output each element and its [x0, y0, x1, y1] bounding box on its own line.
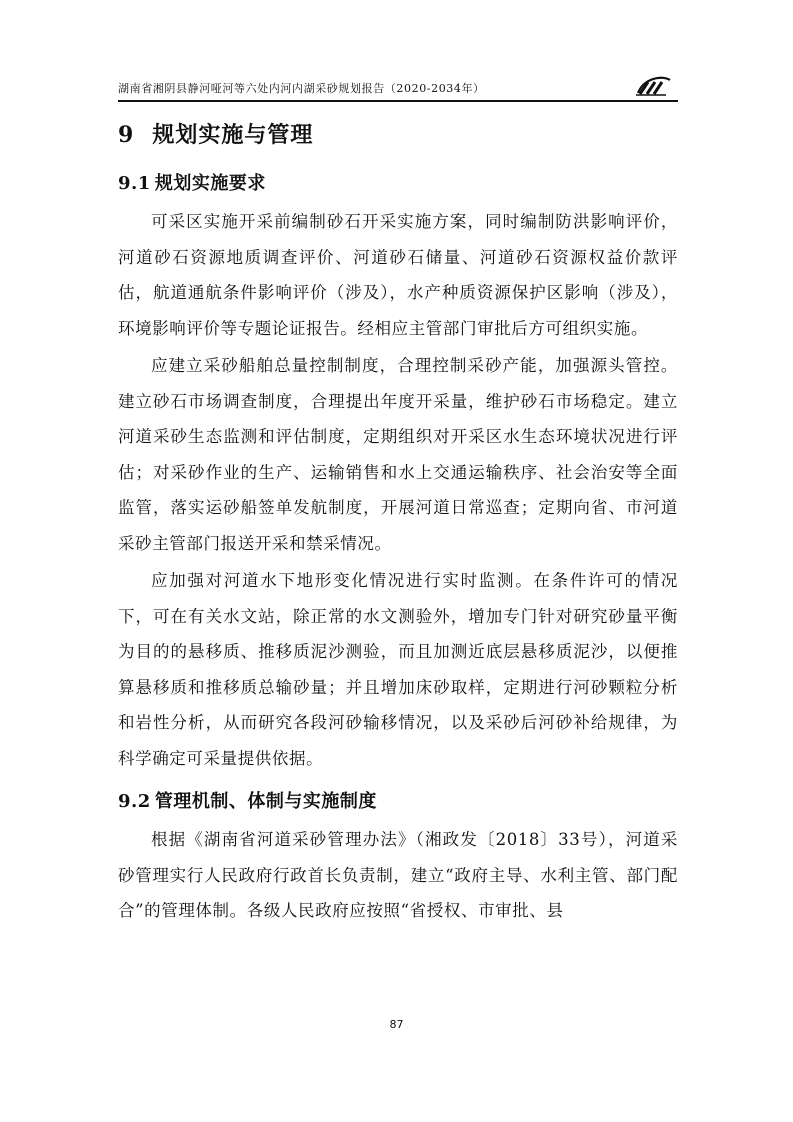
section-title: 管理机制、体制与实施制度 — [154, 791, 377, 812]
chapter-heading — [118, 112, 678, 158]
section-heading — [118, 164, 678, 204]
paragraph: 应建立采砂船舶总量控制制度，合理控制采砂产能，加强源头管控。建立砂石市场调查制度，合理提出年度开采量，维护砂石市场稳定。建立河道采砂生态监测和评估制度，定期组织对开采区水生态环境状况进行评估；对采砂作业的生产、运输销售和水上交通运输秩序、社会治安等全面监管，落实运砂船签单发航制度，开展河道日常巡查；定期向省、市河道采砂主管部门报送开采和禁采情况。 — [118, 356, 678, 553]
paragraph: 可采区实施开采前编制砂石开采实施方案，同时编制防洪影响评价，河道砂石资源地质调查评价、河道砂石储量、河道砂石资源权益价款评估，航道通航条件影响评价（涉及），水产种质资源保护区影响（涉及），环境影响评价等专题论证报告。经相应主管部门审批后方可组织实施。 — [118, 212, 678, 338]
chapter-number: 9 — [118, 122, 135, 148]
paragraph: 应加强对河道水下地形变化情况进行实时监测。在条件许可的情况下，可在有关水文站，除正常的水文测验外，增加专门针对研究砂量平衡为目的的悬移质、推移质泥沙测验，而且加测近底层悬移质泥沙，以便推算悬移质和推移质总输砂量；并且增加床砂取样，定期进行河砂颗粒分析和岩性分析，从而研究各段河砂输移情况，以及采砂后河砂补给规律，为科学确定可采量提供依据。 — [118, 571, 678, 768]
section-heading — [118, 782, 678, 822]
section-number: 9.2 — [118, 791, 151, 812]
section-title: 规划实施要求 — [154, 173, 266, 194]
page-number: 87 — [389, 1018, 404, 1031]
paragraph: 根据《湖南省河道采砂管理办法》（湘政发〔2018〕33号），河道采砂管理实行人民政府行政首长负责制，建立“政府主导、水利主管、部门配合”的管理体制。各级人民政府应按照“省授权、市审批、县 — [118, 830, 678, 920]
section-number: 9.1 — [118, 173, 151, 194]
page-body — [118, 112, 678, 929]
chapter-title: 规划实施与管理 — [152, 122, 314, 148]
header-title: 湖南省湘阴县静河哑河等六处内河内湖采砂规划报告（2020-2034年） — [118, 82, 485, 95]
running-header — [118, 78, 678, 100]
header-rule — [118, 100, 678, 102]
company-logo-icon — [632, 74, 674, 98]
